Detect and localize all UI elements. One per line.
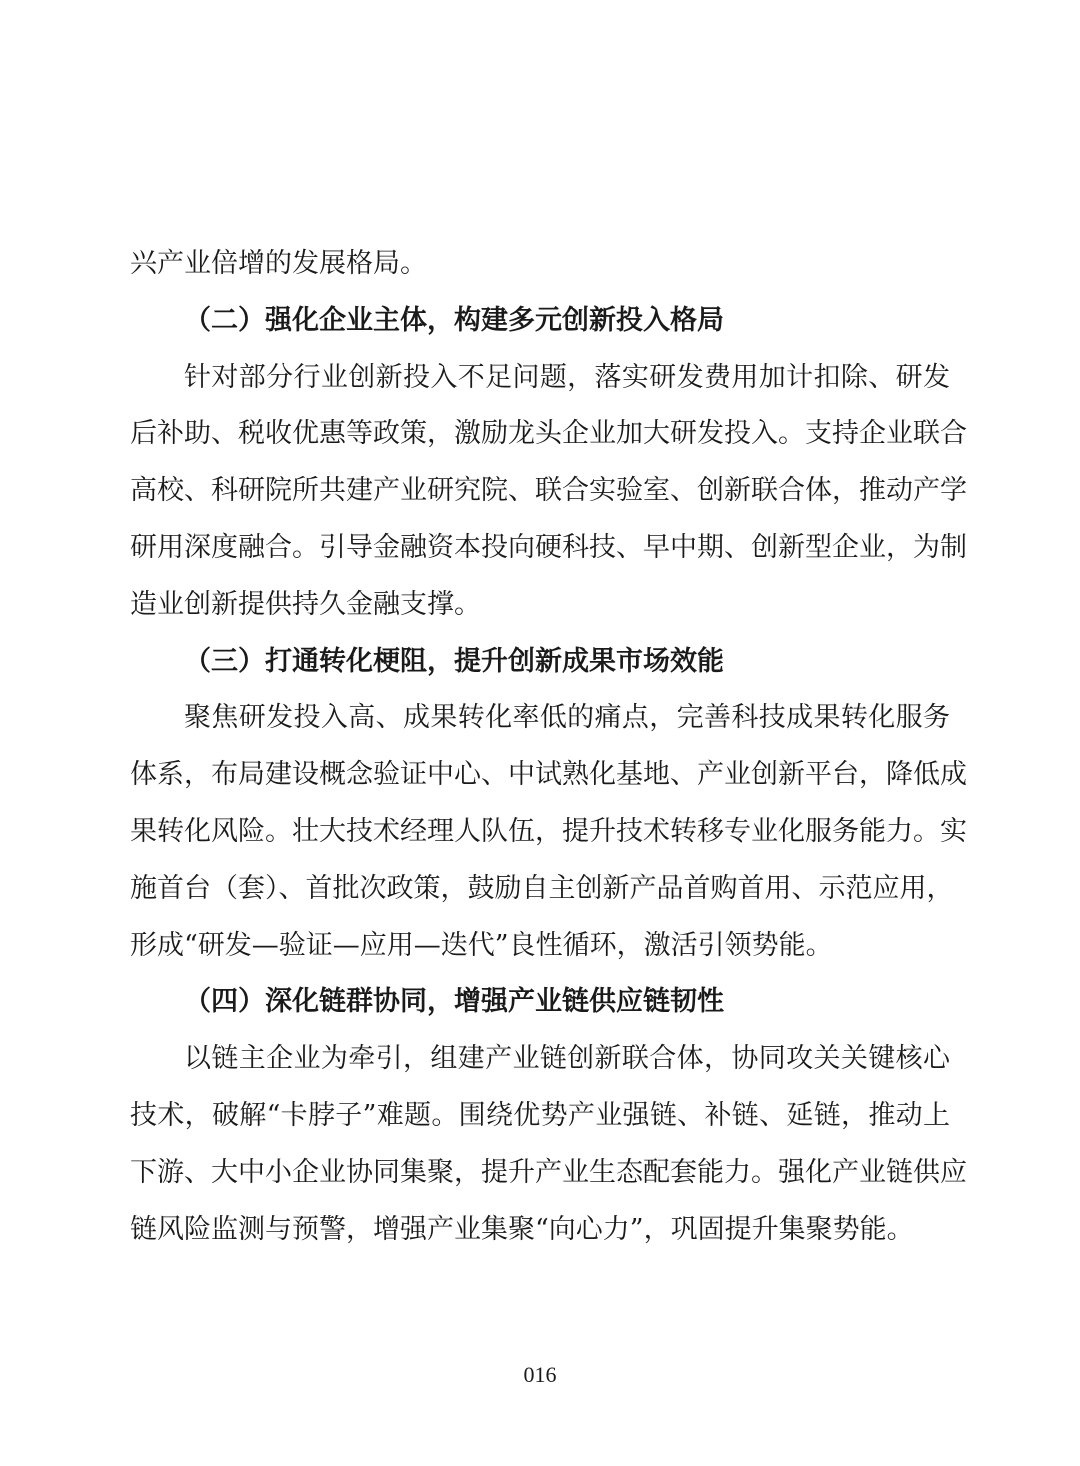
section-heading-2: （二）强化企业主体，构建多元创新投入格局: [184, 304, 724, 336]
paragraph-line: 针对部分行业创新投入不足问题，落实研发费用加计扣除、研发: [184, 361, 950, 393]
paragraph-line: 兴产业倍增的发展格局。: [130, 248, 427, 279]
paragraph-line: 以链主企业为牵引，组建产业链创新联合体，协同攻关关键核心: [184, 1043, 950, 1075]
paragraph-line: 体系，布局建设概念验证中心、中试熟化基地、产业创新平台，降低成: [130, 759, 967, 791]
paragraph-line: 研用深度融合。引导金融资本投向硬科技、早中期、创新型企业，为制: [130, 531, 967, 563]
section-heading-4: （四）深化链群协同，增强产业链供应链韧性: [184, 986, 724, 1018]
paragraph-line: 形成“研发—验证—应用—迭代”良性循环，激活引领势能。: [130, 929, 833, 961]
paragraph-line: 下游、大中小企业协同集聚，提升产业生态配套能力。强化产业链供应: [130, 1156, 967, 1188]
paragraph-line: 施首台（套）、首批次政策，鼓励自主创新产品首购首用、示范应用，: [130, 872, 954, 904]
paragraph-line: 果转化风险。壮大技术经理人队伍，提升技术转移专业化服务能力。实: [130, 815, 967, 847]
paragraph-line: 技术，破解“卡脖子”难题。围绕优势产业强链、补链、延链，推动上: [130, 1099, 950, 1131]
document-body: [130, 236, 967, 1258]
page-number: 016: [523, 1362, 557, 1387]
section-heading-3: （三）打通转化梗阻，提升创新成果市场效能: [184, 645, 724, 677]
paragraph-line: 高校、科研院所共建产业研究院、联合实验室、创新联合体，推动产学: [130, 475, 967, 507]
paragraph-line: 后补助、税收优惠等政策，激励龙头企业加大研发投入。支持企业联合: [130, 418, 967, 450]
paragraph-line: 造业创新提供持久金融支撑。: [130, 588, 481, 620]
paragraph-line: 聚焦研发投入高、成果转化率低的痛点，完善科技成果转化服务: [184, 702, 950, 734]
paragraph-line: 链风险监测与预警，增强产业集聚“向心力”，巩固提升集聚势能。: [130, 1213, 914, 1245]
